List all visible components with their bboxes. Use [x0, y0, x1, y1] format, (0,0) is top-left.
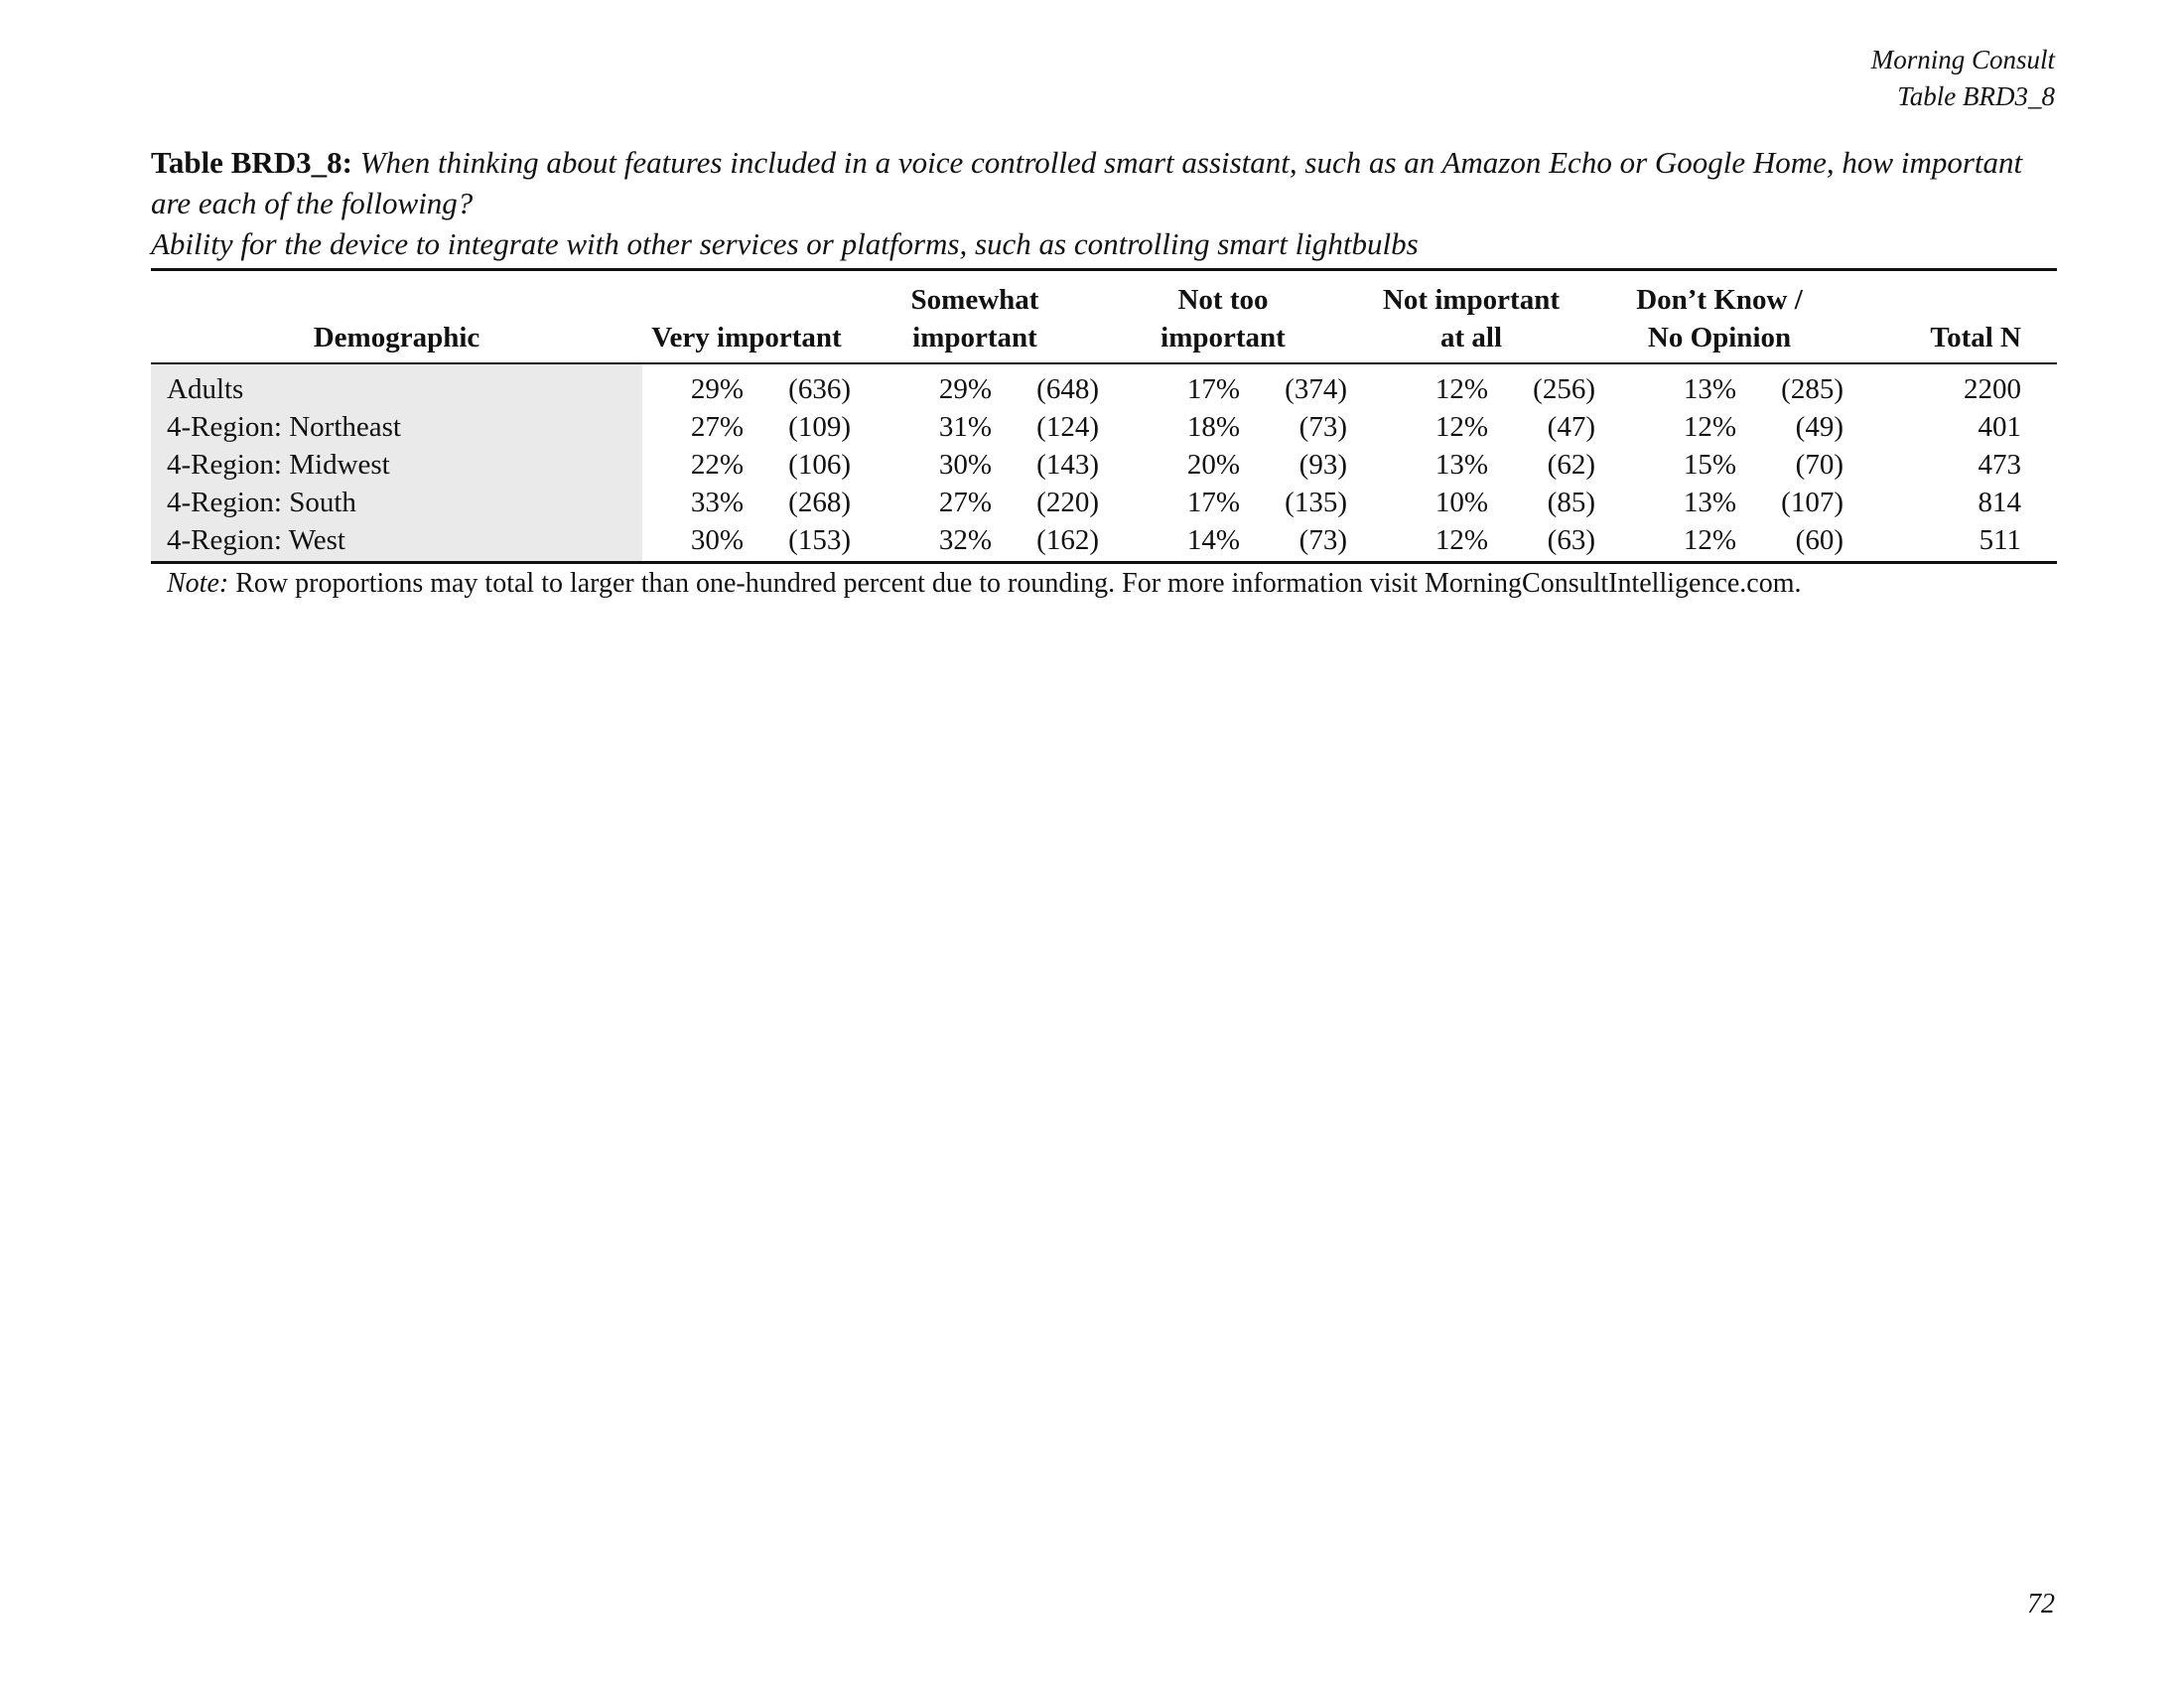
cell-count: (73): [1298, 411, 1347, 443]
cell-pct: 31%: [938, 411, 992, 443]
cell-count: (49): [1795, 411, 1843, 443]
page-number: 72: [2027, 1589, 2055, 1619]
cell-total: 401: [1978, 411, 2021, 443]
cell-pct: 12%: [1595, 521, 1736, 563]
cell-pct: 12%: [1434, 411, 1488, 443]
cell-count: (285): [1781, 373, 1843, 405]
cell-pct: 27%: [690, 411, 744, 443]
running-header: [1871, 42, 2055, 115]
header-org: Morning Consult: [1870, 45, 2055, 74]
col-demographic: Demographic: [151, 270, 642, 364]
cell-pct: 15%: [1683, 449, 1736, 481]
cell-count: (162): [992, 521, 1099, 563]
cell-count: (124): [1036, 411, 1099, 443]
row-label: 4-Region: Midwest: [151, 446, 642, 484]
row-label: 4-Region: West: [151, 521, 642, 563]
cell-pct: 18%: [1186, 411, 1240, 443]
cell-pct: 22%: [690, 449, 744, 481]
cell-count: (62): [1547, 449, 1595, 481]
cell-count: (256): [1533, 373, 1595, 405]
cell-pct: 27%: [938, 487, 992, 518]
cell-pct: 13%: [1683, 487, 1736, 518]
cell-count: (268): [788, 487, 851, 518]
header-row: [151, 270, 2057, 364]
cell-pct: 32%: [851, 521, 992, 563]
cell-total: 511: [1843, 521, 2057, 563]
cell-pct: 14%: [1099, 521, 1240, 563]
cell-count: (220): [1036, 487, 1099, 518]
cell-count: (106): [788, 449, 851, 481]
cell-pct: 29%: [938, 373, 992, 405]
cell-count: (153): [744, 521, 851, 563]
table-row: [151, 484, 2057, 521]
cell-pct: 13%: [1683, 373, 1736, 405]
note-text: Row proportions may total to larger than one-hundred percent due to rounding. For more information visit MorningConsultIntelligence.com.: [235, 568, 1802, 599]
cell-pct: 17%: [1186, 487, 1240, 518]
note-label: Note:: [167, 568, 229, 599]
cell-count: (109): [788, 411, 851, 443]
col-very-important: Very important: [642, 270, 851, 364]
col-not-too-important: Not too important: [1099, 270, 1347, 364]
cell-pct: 30%: [642, 521, 744, 563]
row-label: 4-Region: Northeast: [151, 408, 642, 446]
cell-pct: 12%: [1347, 521, 1488, 563]
table-subtitle: Ability for the device to integrate with other services or platforms, such as controlling smart lightbulbs: [151, 226, 1419, 261]
table-title: [151, 142, 2057, 264]
cell-count: (73): [1240, 521, 1347, 563]
cell-count: (648): [1036, 373, 1099, 405]
cell-count: (47): [1547, 411, 1595, 443]
cell-total: 814: [1978, 487, 2021, 518]
cell-total: 2200: [1964, 373, 2021, 405]
cell-pct: 30%: [938, 449, 992, 481]
cell-total: 473: [1978, 449, 2021, 481]
cell-count: (636): [788, 373, 851, 405]
col-total-n: Total N: [1843, 270, 2057, 364]
table-row: [151, 446, 2057, 484]
cell-pct: 12%: [1683, 411, 1736, 443]
cell-pct: 12%: [1434, 373, 1488, 405]
row-label: Adults: [151, 363, 642, 408]
table-row: [151, 408, 2057, 446]
cell-pct: 33%: [690, 487, 744, 518]
col-somewhat-important: Somewhat important: [851, 270, 1099, 364]
table-question: When thinking about features included in a voice controlled smart assistant, such as an Amazon Echo or Google Home, how important are each of the following?: [151, 145, 2023, 220]
cell-count: (63): [1488, 521, 1595, 563]
header-table-id: Table BRD3_8: [1897, 81, 2055, 111]
table-row: [151, 521, 2057, 563]
cell-count: (70): [1795, 449, 1843, 481]
cell-pct: 17%: [1186, 373, 1240, 405]
cell-count: (60): [1736, 521, 1843, 563]
cell-pct: 29%: [690, 373, 744, 405]
cell-count: (93): [1298, 449, 1347, 481]
cell-count: (374): [1285, 373, 1347, 405]
cell-count: (107): [1781, 487, 1843, 518]
crosstab-table: [151, 268, 2057, 564]
cell-pct: 13%: [1434, 449, 1488, 481]
col-not-important-at-all: Not important at all: [1347, 270, 1595, 364]
cell-pct: 20%: [1186, 449, 1240, 481]
cell-count: (135): [1285, 487, 1347, 518]
table-note: [167, 566, 1802, 602]
row-label: 4-Region: South: [151, 484, 642, 521]
cell-count: (143): [1036, 449, 1099, 481]
table-title-label: Table BRD3_8:: [151, 145, 352, 180]
table-row: [151, 363, 2057, 408]
col-dont-know: Don’t Know / No Opinion: [1595, 270, 1843, 364]
cell-pct: 10%: [1434, 487, 1488, 518]
cell-count: (85): [1547, 487, 1595, 518]
